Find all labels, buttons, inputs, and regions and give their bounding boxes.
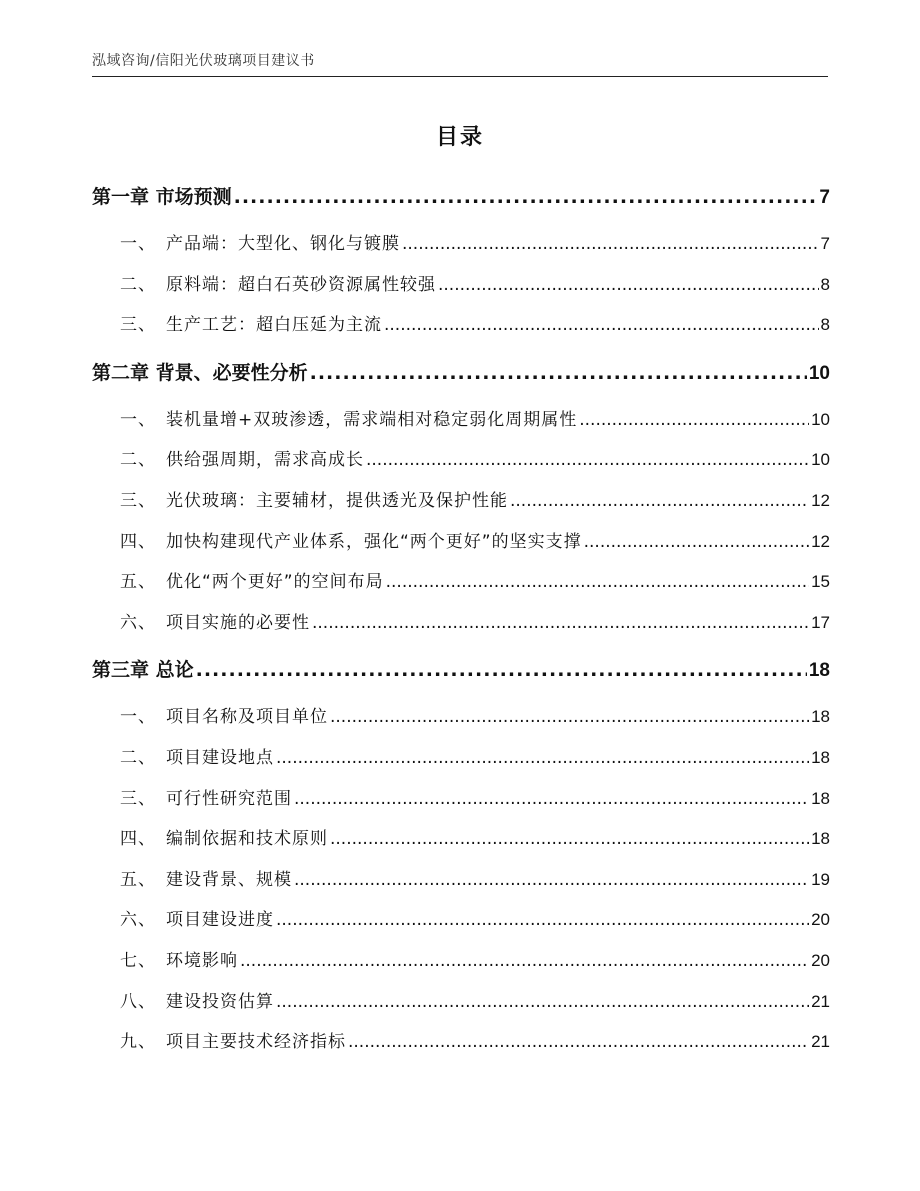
- toc-section[interactable]: [92, 819, 830, 860]
- section-number: 一、: [120, 707, 156, 728]
- toc-section[interactable]: [92, 265, 830, 306]
- page-number: 7: [819, 187, 830, 208]
- section-title: 项目实施的必要性: [166, 612, 310, 633]
- toc-section[interactable]: [92, 562, 830, 603]
- dot-leader: [234, 170, 818, 224]
- section-number: 一、: [120, 234, 156, 254]
- dot-leader: [386, 562, 809, 603]
- dot-leader: [579, 400, 809, 441]
- section-number: 八、: [120, 991, 156, 1012]
- section-title: 项目建设地点: [166, 747, 274, 768]
- toc-chapter-2[interactable]: [92, 346, 830, 400]
- toc-section[interactable]: [92, 860, 830, 901]
- toc-section[interactable]: [92, 941, 830, 982]
- section-title: 可行性研究范围: [166, 788, 292, 809]
- page-number: 18: [811, 747, 830, 767]
- dot-leader: [196, 643, 807, 697]
- dot-leader: [294, 779, 809, 820]
- dot-leader: [310, 346, 807, 400]
- chapter-title: 第二章 背景、必要性分析: [92, 361, 308, 384]
- section-number: 五、: [120, 572, 156, 593]
- dot-leader: [330, 697, 809, 738]
- section-number: 二、: [120, 274, 156, 295]
- toc-title: 目录: [435, 125, 484, 150]
- dot-leader: [312, 603, 809, 644]
- section-number: 五、: [120, 869, 156, 890]
- dot-leader: [276, 982, 809, 1023]
- section-number: 六、: [120, 612, 156, 633]
- page-number: 18: [808, 660, 830, 682]
- page-number: 18: [811, 829, 830, 849]
- dot-leader: [294, 860, 809, 901]
- chapter-title: 第三章 总论: [92, 659, 194, 682]
- dot-leader: [384, 305, 819, 346]
- dot-leader: [330, 819, 809, 860]
- dot-leader: [366, 440, 809, 481]
- section-title: 装机量增+双玻渗透，需求端相对稳定弱化周期属性: [166, 409, 578, 430]
- section-title: 项目名称及项目单位: [166, 707, 328, 728]
- section-title: 供给强周期，需求高成长: [166, 450, 364, 471]
- section-title: 项目主要技术经济指标: [166, 1032, 346, 1053]
- page-number: 17: [811, 612, 830, 632]
- page-number: 19: [811, 869, 830, 889]
- toc-chapter-1[interactable]: [92, 170, 830, 224]
- page-number: 10: [811, 409, 830, 429]
- section-number: 六、: [120, 910, 156, 931]
- page-number: 8: [820, 315, 830, 335]
- section-title: 项目建设进度: [166, 910, 274, 931]
- section-number: 三、: [120, 490, 156, 511]
- toc-section[interactable]: [92, 522, 830, 563]
- section-number: 七、: [120, 950, 156, 971]
- toc-section[interactable]: [92, 1022, 830, 1063]
- header-divider: [92, 76, 828, 77]
- section-title: 产品端：大型化、钢化与镀膜: [166, 234, 400, 254]
- page-number: 21: [811, 1032, 830, 1052]
- page-number: 18: [811, 788, 830, 808]
- dot-leader: [276, 900, 809, 941]
- page-number: 12: [811, 490, 830, 510]
- page-number: 15: [811, 572, 830, 592]
- page-number: 10: [808, 362, 830, 384]
- section-number: 二、: [120, 450, 156, 471]
- toc-section[interactable]: [92, 305, 830, 346]
- section-number: 一、: [120, 409, 156, 430]
- toc-section[interactable]: [92, 400, 830, 441]
- toc-section[interactable]: [92, 779, 830, 820]
- dot-leader: [402, 224, 819, 265]
- toc-section[interactable]: [92, 440, 830, 481]
- section-title: 建设投资估算: [166, 991, 274, 1012]
- section-title: 加快构建现代产业体系，强化“两个更好”的坚实支撑: [166, 531, 582, 552]
- table-of-contents: [92, 170, 830, 1063]
- running-header: 泓域咨询/信阳光伏玻璃项目建议书: [92, 53, 315, 69]
- toc-section[interactable]: [92, 224, 830, 265]
- toc-section[interactable]: [92, 697, 830, 738]
- dot-leader: [438, 265, 819, 306]
- toc-section[interactable]: [92, 603, 830, 644]
- toc-section[interactable]: [92, 900, 830, 941]
- page-number: 7: [820, 234, 830, 253]
- section-title: 光伏玻璃：主要辅材，提供透光及保护性能: [166, 490, 508, 511]
- toc-section[interactable]: [92, 481, 830, 522]
- section-number: 三、: [120, 315, 156, 336]
- section-title: 编制依据和技术原则: [166, 829, 328, 850]
- toc-chapter-3[interactable]: [92, 643, 830, 697]
- dot-leader: [584, 522, 809, 563]
- section-number: 三、: [120, 788, 156, 809]
- page-number: 12: [811, 531, 830, 551]
- page-number: 18: [811, 707, 830, 727]
- section-number: 四、: [120, 829, 156, 850]
- dot-leader: [510, 481, 809, 522]
- page-number: 20: [811, 910, 830, 930]
- section-title: 优化“两个更好”的空间布局: [166, 572, 384, 593]
- section-number: 二、: [120, 747, 156, 768]
- section-title: 原料端：超白石英砂资源属性较强: [166, 274, 436, 295]
- section-title: 生产工艺：超白压延为主流: [166, 315, 382, 336]
- page-number: 21: [811, 991, 830, 1011]
- section-title: 建设背景、规模: [166, 869, 292, 890]
- toc-section[interactable]: [92, 982, 830, 1023]
- page-number: 8: [820, 274, 830, 294]
- section-number: 九、: [120, 1032, 156, 1053]
- dot-leader: [276, 738, 809, 779]
- section-title: 环境影响: [166, 950, 238, 971]
- dot-leader: [348, 1022, 809, 1063]
- dot-leader: [240, 941, 809, 982]
- page-number: 20: [811, 950, 830, 970]
- page-number: 10: [811, 450, 830, 470]
- toc-section[interactable]: [92, 738, 830, 779]
- section-number: 四、: [120, 531, 156, 552]
- chapter-title: 第一章 市场预测: [92, 186, 232, 208]
